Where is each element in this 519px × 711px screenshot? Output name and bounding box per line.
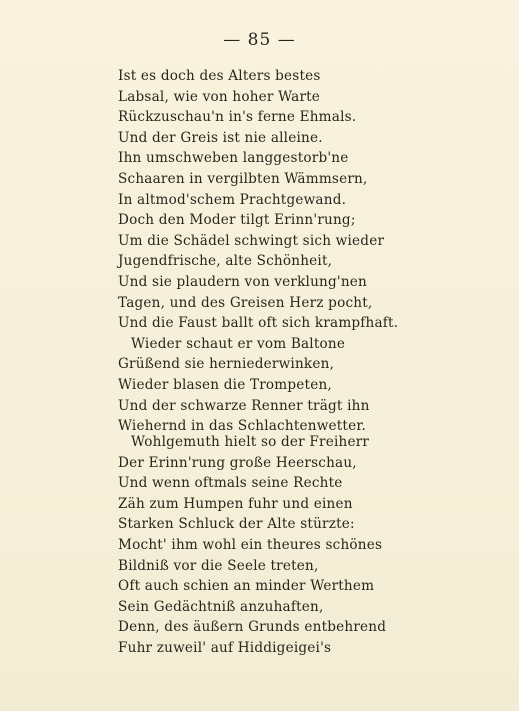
- verse-line: Um die Schädel schwingt sich wieder: [118, 232, 385, 249]
- verse-line: Und der schwarze Renner trägt ihn: [118, 397, 370, 414]
- verse-line: Und die Faust ballt oft sich krampfhaft.: [118, 315, 399, 332]
- verse-line: Rückzuschau'n in's ferne Ehmals.: [118, 109, 357, 126]
- verse-line: Ihn umschweben langgestorb'ne: [118, 150, 349, 167]
- verse-line: Wiehernd in das Schlachtenwetter.: [118, 418, 367, 435]
- verse-line: Der Erinn'rung große Heerschau,: [118, 454, 357, 471]
- verse-line: Schaaren in vergilbten Wämmsern,: [118, 170, 368, 187]
- verse-line: Wieder blasen die Trompeten,: [118, 376, 332, 393]
- verse-line: Tagen, und des Greisen Herz pocht,: [118, 294, 373, 311]
- verse-line: Fuhr zuweil' auf Hiddigeigei's: [118, 639, 332, 656]
- verse-line: Und sie plaudern von verklung'nen: [118, 273, 368, 290]
- verse-line: Denn, des äußern Grunds entbehrend: [118, 619, 387, 636]
- verse-line: Oft auch schien an minder Werthem: [118, 578, 375, 595]
- verse-line: Bildniß vor die Seele treten,: [118, 557, 319, 574]
- verse-line: Grüßend sie herniederwinken,: [118, 356, 335, 373]
- verse-line: Zäh zum Humpen fuhr und einen: [118, 495, 353, 512]
- stanza-1: [118, 66, 508, 437]
- verse-line: Und der Greis ist nie alleine.: [118, 129, 323, 146]
- verse-line: Doch den Moder tilgt Erinn'rung;: [118, 212, 356, 229]
- verse-line: Starken Schluck der Alte stürzte:: [118, 516, 355, 533]
- verse-line: Ist es doch des Alters bestes: [118, 68, 321, 84]
- verse-line: Wohlgemuth hielt so der Freiherr: [131, 434, 370, 450]
- verse-line: Und wenn oftmals seine Rechte: [118, 475, 343, 492]
- verse-line: Mocht' ihm wohl ein theures schönes: [118, 536, 383, 553]
- page-number: — 85 —: [223, 30, 296, 50]
- verse-line: Sein Gedächtniß anzuhaften,: [118, 598, 324, 615]
- verse-line: Wieder schaut er vom Baltone: [131, 335, 346, 352]
- verse-line: Jugendfrische, alte Schönheit,: [118, 253, 333, 270]
- stanza-2: [118, 432, 508, 659]
- verse-line: Labsal, wie von hoher Warte: [118, 88, 321, 105]
- verse-line: In altmod'schem Prachtgewand.: [118, 191, 347, 208]
